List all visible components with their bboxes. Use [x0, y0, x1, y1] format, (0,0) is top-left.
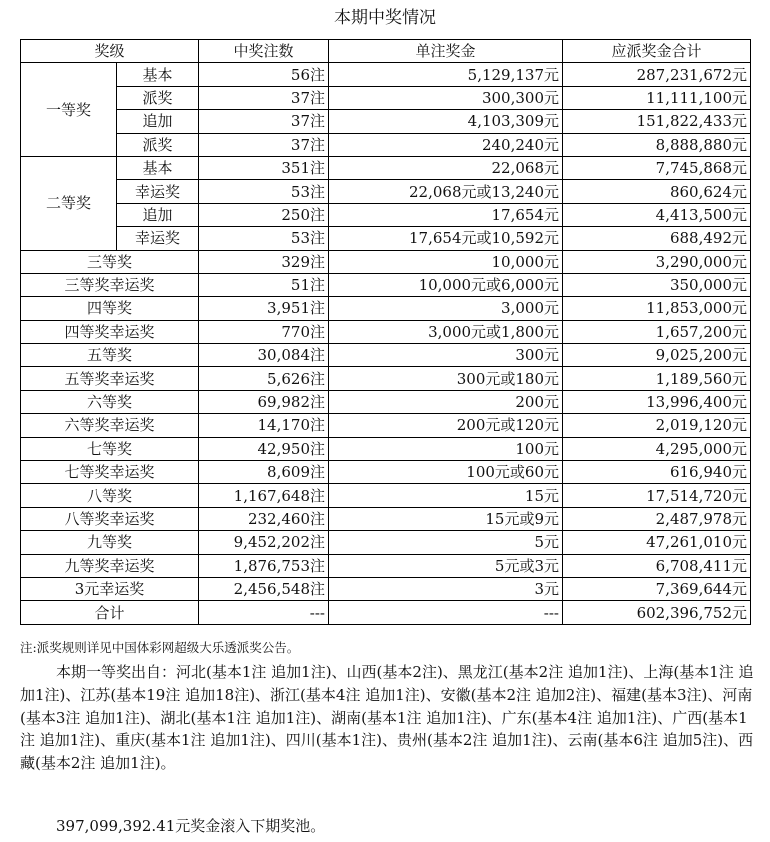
total-prize: 3,290,000元: [563, 250, 751, 273]
winner-count: 56注: [199, 63, 329, 86]
unit-prize: 15元: [329, 484, 563, 507]
table-row: [21, 577, 751, 600]
winner-count: 37注: [199, 86, 329, 109]
table-row: [21, 297, 751, 320]
winner-count: 37注: [199, 110, 329, 133]
header-level: 奖级: [21, 40, 199, 63]
winner-count: 250注: [199, 203, 329, 226]
unit-prize: 240,240元: [329, 133, 563, 156]
jackpot-rollover: 397,099,392.41元奖金滚入下期奖池。: [56, 817, 326, 835]
table-row: [21, 484, 751, 507]
table-row: [21, 63, 751, 86]
total-prize: 47,261,010元: [563, 531, 751, 554]
total-prize: 7,745,868元: [563, 156, 751, 179]
header-total: 应派奖金合计: [563, 40, 751, 63]
unit-prize: 22,068元: [329, 156, 563, 179]
total-prize: 17,514,720元: [563, 484, 751, 507]
total-prize: 2,019,120元: [563, 414, 751, 437]
prize-level: 八等奖: [21, 484, 199, 507]
unit-prize: 100元: [329, 437, 563, 460]
table-row: [21, 414, 751, 437]
table-row: [21, 461, 751, 484]
unit-prize: 100元或60元: [329, 461, 563, 484]
unit-prize: 5元或3元: [329, 554, 563, 577]
prize-sublevel: 派奖: [117, 133, 199, 156]
prize-level: 四等奖: [21, 297, 199, 320]
total-prize: 13,996,400元: [563, 390, 751, 413]
table-row: [21, 203, 751, 226]
total-prize: 860,624元: [563, 180, 751, 203]
table-row: [21, 554, 751, 577]
winner-count: 53注: [199, 180, 329, 203]
unit-prize: 200元或120元: [329, 414, 563, 437]
table-row: [21, 601, 751, 624]
winner-count: 30,084注: [199, 344, 329, 367]
unit-prize: 17,654元或10,592元: [329, 227, 563, 250]
prize-level: 3元幸运奖: [21, 577, 199, 600]
table-row: [21, 367, 751, 390]
prize-level: 五等奖幸运奖: [21, 367, 199, 390]
unit-prize: 3,000元: [329, 297, 563, 320]
total-prize: 11,111,100元: [563, 86, 751, 109]
table-row: [21, 133, 751, 156]
prize-level: 三等奖幸运奖: [21, 273, 199, 296]
total-prize: 4,413,500元: [563, 203, 751, 226]
table-row: [21, 507, 751, 530]
total-prize: 2,487,978元: [563, 507, 751, 530]
winners-paragraph: 本期一等奖出自：河北(基本1注 追加1注)、山西(基本2注)、黑龙江(基本2注 追加1注)、上海(基本1注 追加1注)、江苏(基本19注 追加18注)、浙江(基本4注 追加1注)、安徽(基本2注 追加2注)、福建(基本3注)、河南(基本3注 追加1注)、湖北(基本1注 追加1注)、湖南(基本1注 追加1注)、广东(基本4注 追加1注)、广西(基本1注 追加1注)、重庆(基本1注 追加1注)、四川(基本1注)、贵州(基本2注 追加1注)、云南(基本6注 追加5注)、西藏(基本2注 追加1注)。: [20, 663, 754, 773]
winner-count: 3,951注: [199, 297, 329, 320]
prize-sublevel: 基本: [117, 63, 199, 86]
winner-count: 770注: [199, 320, 329, 343]
table-row: [21, 273, 751, 296]
table-row: [21, 156, 751, 179]
winner-count: 351注: [199, 156, 329, 179]
winner-count: ---: [199, 601, 329, 624]
total-prize: 151,822,433元: [563, 110, 751, 133]
winner-count: 53注: [199, 227, 329, 250]
unit-prize: 200元: [329, 390, 563, 413]
total-prize: 6,708,411元: [563, 554, 751, 577]
winner-count: 329注: [199, 250, 329, 273]
winner-count: 14,170注: [199, 414, 329, 437]
prize-table: [20, 39, 751, 625]
table-row: [21, 344, 751, 367]
prize-level: 四等奖幸运奖: [21, 320, 199, 343]
prize-sublevel: 追加: [117, 110, 199, 133]
table-row: [21, 531, 751, 554]
table-header-row: [21, 40, 751, 63]
total-prize: 350,000元: [563, 273, 751, 296]
rule-note: 注:派奖规则详见中国体彩网超级大乐透派奖公告。: [20, 640, 300, 655]
total-prize: 9,025,200元: [563, 344, 751, 367]
prize-level: 三等奖: [21, 250, 199, 273]
unit-prize: 4,103,309元: [329, 110, 563, 133]
winner-count: 69,982注: [199, 390, 329, 413]
table-row: [21, 320, 751, 343]
winner-count: 51注: [199, 273, 329, 296]
total-prize: 688,492元: [563, 227, 751, 250]
header-count: 中奖注数: [199, 40, 329, 63]
prize-level: 一等奖: [21, 63, 117, 157]
prize-sublevel: 基本: [117, 156, 199, 179]
total-prize: 1,657,200元: [563, 320, 751, 343]
prize-level: 七等奖幸运奖: [21, 461, 199, 484]
table-row: [21, 227, 751, 250]
winner-count: 9,452,202注: [199, 531, 329, 554]
prize-level: 二等奖: [21, 156, 117, 250]
unit-prize: 15元或9元: [329, 507, 563, 530]
unit-prize: 300元: [329, 344, 563, 367]
total-prize: 8,888,880元: [563, 133, 751, 156]
winner-count: 1,167,648注: [199, 484, 329, 507]
unit-prize: 22,068元或13,240元: [329, 180, 563, 203]
prize-level: 六等奖幸运奖: [21, 414, 199, 437]
unit-prize: 10,000元: [329, 250, 563, 273]
winner-count: 37注: [199, 133, 329, 156]
prize-sublevel: 追加: [117, 203, 199, 226]
page-title: 本期中奖情况: [334, 8, 436, 28]
winner-count: 2,456,548注: [199, 577, 329, 600]
winner-count: 8,609注: [199, 461, 329, 484]
prize-level: 七等奖: [21, 437, 199, 460]
unit-prize: 5,129,137元: [329, 63, 563, 86]
unit-prize: 10,000元或6,000元: [329, 273, 563, 296]
prize-level: 六等奖: [21, 390, 199, 413]
unit-prize: ---: [329, 601, 563, 624]
total-prize: 616,940元: [563, 461, 751, 484]
unit-prize: 3,000元或1,800元: [329, 320, 563, 343]
total-prize: 287,231,672元: [563, 63, 751, 86]
total-prize: 11,853,000元: [563, 297, 751, 320]
total-prize: 4,295,000元: [563, 437, 751, 460]
prize-level: 九等奖: [21, 531, 199, 554]
table-row: [21, 86, 751, 109]
unit-prize: 300,300元: [329, 86, 563, 109]
prize-level: 八等奖幸运奖: [21, 507, 199, 530]
total-prize: 1,189,560元: [563, 367, 751, 390]
table-row: [21, 250, 751, 273]
table-row: [21, 180, 751, 203]
unit-prize: 5元: [329, 531, 563, 554]
prize-sublevel: 幸运奖: [117, 227, 199, 250]
prize-sublevel: 幸运奖: [117, 180, 199, 203]
unit-prize: 3元: [329, 577, 563, 600]
prize-level: 五等奖: [21, 344, 199, 367]
table-row: [21, 390, 751, 413]
unit-prize: 300元或180元: [329, 367, 563, 390]
total-prize: 7,369,644元: [563, 577, 751, 600]
winner-count: 1,876,753注: [199, 554, 329, 577]
winner-count: 42,950注: [199, 437, 329, 460]
prize-level: 九等奖幸运奖: [21, 554, 199, 577]
prize-level: 合计: [21, 601, 199, 624]
header-unit: 单注奖金: [329, 40, 563, 63]
winner-count: 5,626注: [199, 367, 329, 390]
unit-prize: 17,654元: [329, 203, 563, 226]
table-row: [21, 437, 751, 460]
total-prize: 602,396,752元: [563, 601, 751, 624]
winner-count: 232,460注: [199, 507, 329, 530]
table-row: [21, 110, 751, 133]
prize-sublevel: 派奖: [117, 86, 199, 109]
